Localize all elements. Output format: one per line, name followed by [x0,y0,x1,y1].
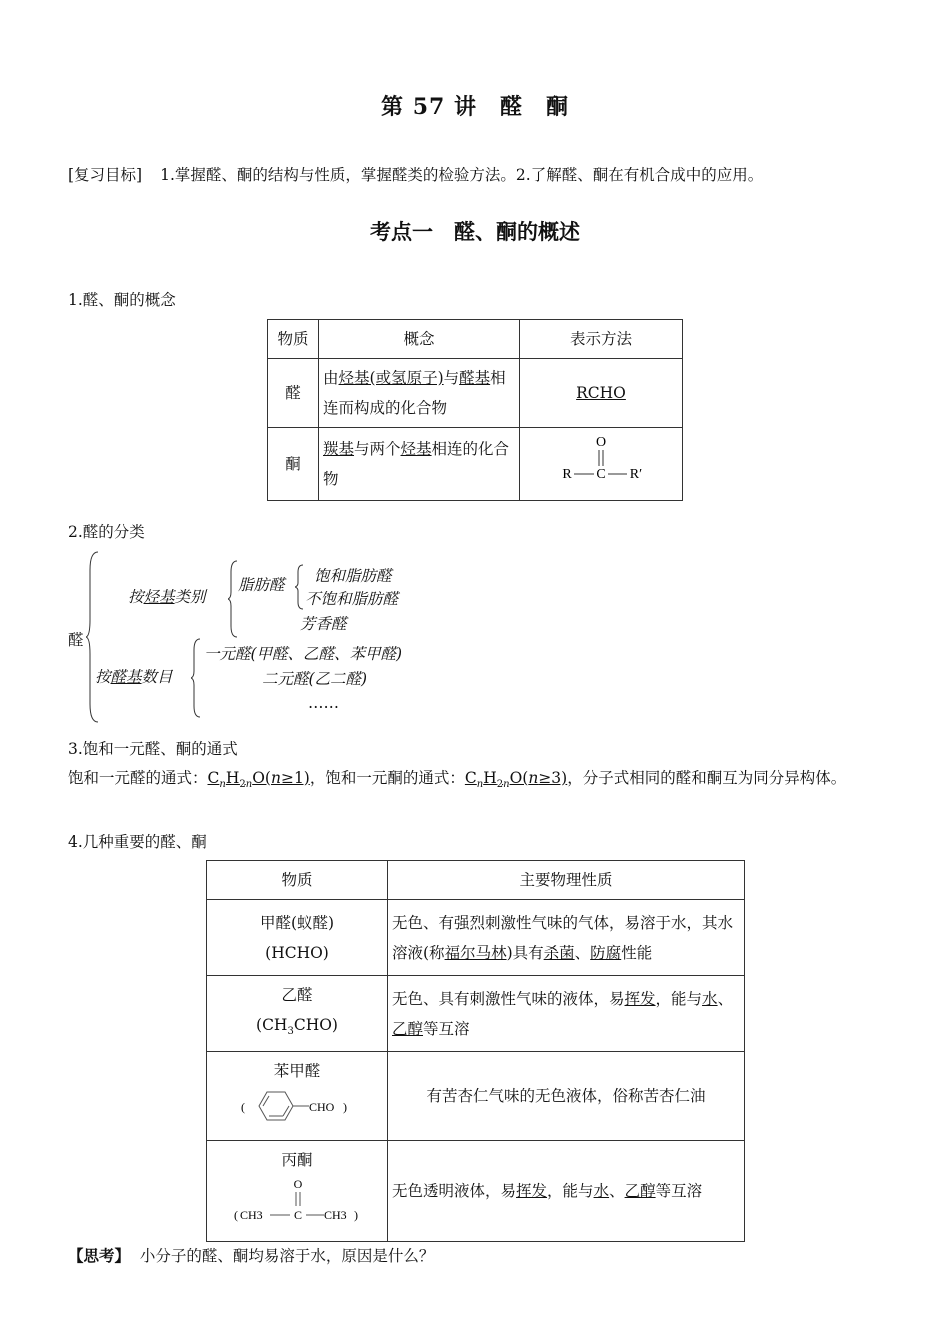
brace-count-icon [191,638,201,718]
s2-heading: 2.醛的分类 [68,523,145,541]
ketone-structure [520,428,683,501]
th-substance-2: 物质 [207,861,388,900]
s4-heading: 4.几种重要的醛、酮 [68,833,207,851]
section-title: 考点一 醛、酮的概述 [370,219,580,244]
unsaturated-aldehyde: 不饱和脂肪醛 [305,590,399,608]
di-aldehyde: 二元醛(乙二醛) [262,670,368,688]
svg-text:CHO: CHO [309,1100,335,1115]
benzaldehyde-props: 有苦杏仁气味的无色液体，俗称苦杏仁油 [388,1052,745,1141]
benzaldehyde-cell: 苯甲醛 ( CHO ) [207,1052,388,1141]
aromatic-aldehyde: 芳香醛 [300,615,347,633]
svg-text:): ) [354,1208,358,1223]
goals-tag: [复习目标] [68,166,143,184]
properties-table [206,860,745,1242]
by-aldehyde-count: 按醛基数目 [95,668,173,686]
s3-paragraph: 饱和一元醛的通式：$C_nH_{2n}O(n\ge 1)$，饱和一元酮的通式：$C_nH_{2n}O(n\ge 3)$，分子式相同的醛和酮互为同分异构体。 [68,769,847,791]
by-hydrocarbon-type: 按烃基类别 [128,588,206,606]
think-tag: 【思考】 [68,1246,131,1265]
th-properties: 主要物理性质 [388,861,745,900]
ketone-structure-svg [551,432,651,486]
svg-text:O: O [595,435,607,450]
svg-text:R: R [562,467,572,482]
think-question [68,1244,434,1266]
row-aldehyde-def: 由烃基(或氢原子)与醛基相连而构成的化合物 [319,359,520,428]
th-substance: 物质 [268,320,319,359]
concept-table [267,319,683,501]
fatty-aldehyde: 脂肪醛 [238,576,285,594]
svg-text:C: C [293,1208,303,1223]
s1-heading: 1.醛、酮的概念 [68,291,176,309]
row-aldehyde-name: 醛 [268,359,319,428]
acetaldehyde-props: 无色、具有刺激性气味的液体，易挥发，能与水、乙醇等互溶 [388,976,745,1052]
acetone-structure-icon [232,1175,362,1227]
row-ketone-def: 羰基与两个烃基相连的化合物 [319,428,520,501]
acetaldehyde-formula: $(CH_3CHO)$ [256,1016,338,1038]
acetone-cell: 丙酮 O ( CH3 C CH3 ) [207,1141,388,1242]
big-brace-icon [86,550,100,724]
classification-root: 醛 [68,631,84,649]
brace-fatty-icon [295,564,304,610]
formaldehyde-cell: 甲醛(蚁醛) (HCHO) [207,900,388,976]
benzaldehyde-structure-icon [237,1086,357,1126]
svg-text:CH3: CH3 [240,1208,263,1223]
mono-aldehyde: 一元醛(甲醛、乙醛、苯甲醛) [204,645,403,663]
row-aldehyde-formula: RCHO [520,359,683,428]
svg-text:CH3: CH3 [324,1208,347,1223]
goals-text: 1.掌握醛、酮的结构与性质，掌握醛类的检验方法。2.了解醛、酮在有机合成中的应用。 [160,166,764,184]
formaldehyde-props: 无色、有强烈刺激性气味的气体，易溶于水，其水溶液(称福尔马林)具有杀菌、防腐性能 [388,900,745,976]
review-goals [68,163,888,185]
saturated-aldehyde: 饱和脂肪醛 [314,567,392,585]
ketone-general-formula: $C_nH_{2n}O(n\ge 3)$ [464,769,568,791]
svg-text:C: C [596,467,606,482]
row-ketone-name: 酮 [268,428,319,501]
think-text: 小分子的醛、酮均易溶于水，原因是什么？ [139,1247,435,1265]
ellipsis: …… [308,694,339,712]
svg-text:): ) [343,1100,347,1115]
svg-text:R′: R′ [629,467,643,482]
acetone-props: 无色透明液体，易挥发，能与水、乙醇等互溶 [388,1141,745,1242]
brace-hydrocarbon-icon [228,560,238,638]
acetaldehyde-cell: 乙醛 $(CH_3CHO)$ [207,976,388,1052]
svg-text:(: ( [241,1100,245,1115]
svg-text:(: ( [234,1208,238,1223]
svg-text:O: O [293,1177,303,1192]
aldehyde-general-formula: $C_nH_{2n}O(n\ge 1)$ [207,769,310,791]
s3-heading: 3.饱和一元醛、酮的通式 [68,740,238,758]
th-notation: 表示方法 [520,320,683,359]
th-concept: 概念 [319,320,520,359]
page-title: 第 57 讲 醛 酮 [381,94,569,120]
